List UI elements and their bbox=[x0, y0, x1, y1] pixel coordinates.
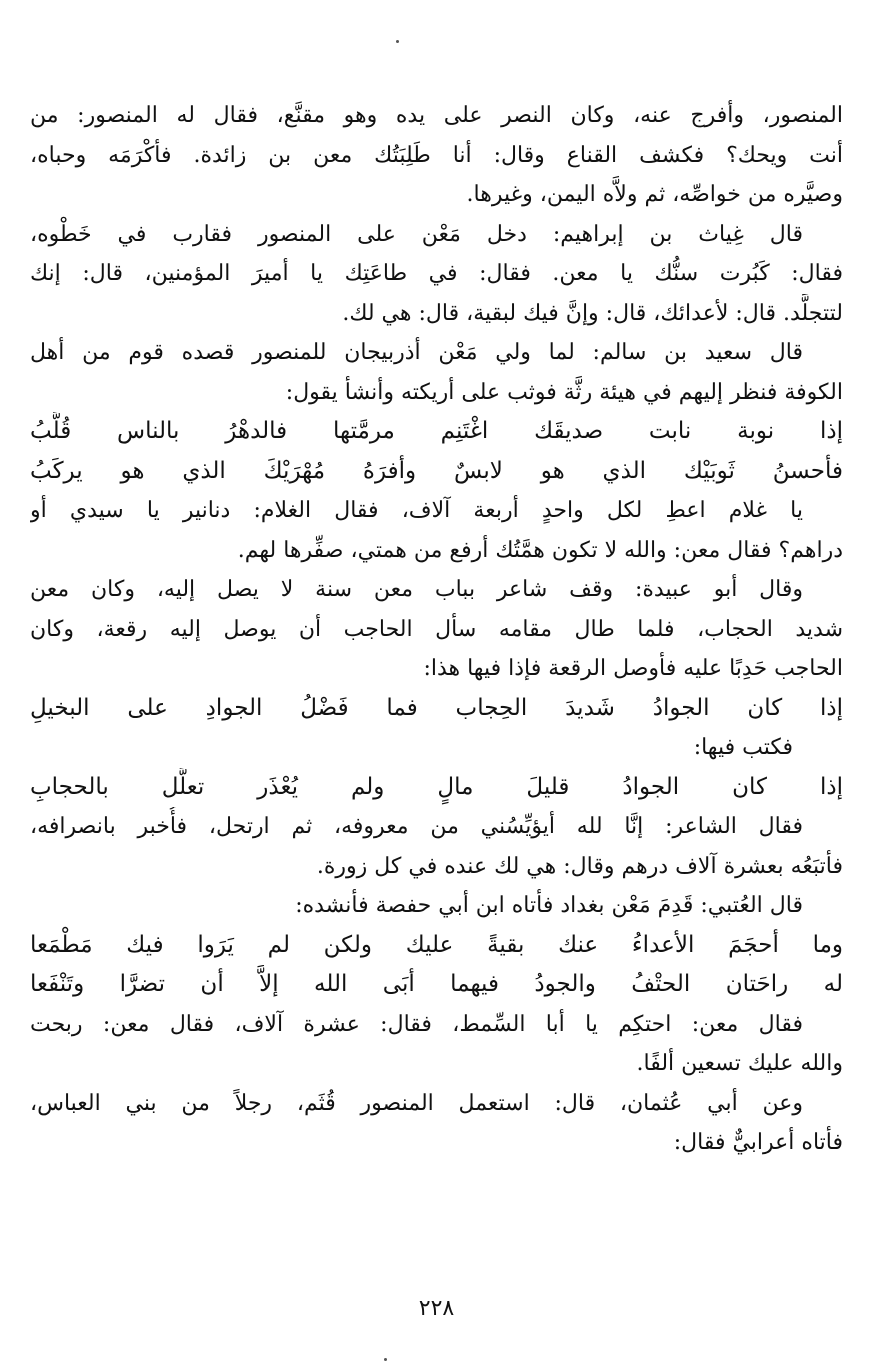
verse-line: إذا كان الجوادُ شَديدَ الحِجاب فما فَضْلُ الجوادِ على البخيلِ bbox=[30, 694, 843, 721]
body-text bbox=[30, 96, 843, 1163]
text-line: فقال الشاعر: إنَّا لله أيؤيِّسُني من معروفه، ثم ارتحل، فأُخبر بانصرافه، bbox=[30, 814, 803, 839]
text-line: الحاجب حَدِبًا عليه فأوصل الرقعة فإذا فيها هذا: bbox=[423, 656, 843, 681]
text-line: يا غلام اعطِ لكل واحدٍ أربعة آلاف، فقال الغلام: دنانير يا سيدي أو bbox=[30, 498, 803, 523]
page-number: ٢٢٨ bbox=[418, 1296, 455, 1321]
text-line: فأتاه أعرابيٌّ فقال: bbox=[673, 1130, 843, 1155]
text-line: قال سعيد بن سالم: لما ولي مَعْن أذربيجان للمنصور قصده قوم من أهل bbox=[30, 340, 803, 365]
text-line: الكوفة فنظر إليهم في هيئة رثَّة فوثب على أريكته وأنشأ يقول: bbox=[285, 379, 843, 405]
verse-line: له راحَتان الحتْفُ والجودُ فيهما أبَى الله إلاَّ أن تضرَّا وتَنْفَعا bbox=[30, 971, 843, 997]
text-line: قال غِياث بن إبراهيم: دخل مَعْن على المنصور فقارب في خَطْوه، bbox=[30, 221, 803, 247]
verse-line: إذا نوبة نابت صديقَك اغْتَنِم مرمَّتها فالدهْرُ بالناس قُلَّبُ bbox=[30, 418, 843, 444]
text-line: المنصور، وأفرج عنه، وكان النصر على يده وهو مقنَّع، فقال له المنصور: من bbox=[30, 103, 843, 128]
text-line: فأتبَعُه بعشرة آلاف درهم وقال: هي لك عنده في كل زورة. bbox=[316, 853, 843, 879]
scan-speck bbox=[396, 40, 399, 43]
verse-line: إذا كان الجوادُ قليلَ مالٍ ولم يُعْذَر تعلَّل بالحجابِ bbox=[30, 773, 843, 800]
text-line: لتتجلَّد. قال: لأعدائك، قال: وإنَّ فيك لبقية، قال: هي لك. bbox=[342, 300, 843, 326]
text-line: فقال: كَبُرت سنُّك يا معن. فقال: في طاعَتِك يا أميرَ المؤمنين، قال: إنك bbox=[30, 261, 843, 286]
text-line: دراهم؟ فقال معن: والله لا تكون همَّتُك أرفع من همتي، صفِّرها لهم. bbox=[237, 537, 843, 563]
verse-line: وما أحجَمَ الأعداءُ عنك بقيةً عليك ولكن لم يَرَوا فيك مَطْمَعا bbox=[30, 931, 843, 958]
text-line: وصيَّره من خواصِّه، ثم ولاَّه اليمن، وغيرها. bbox=[466, 182, 843, 207]
verse-line: فأحسنُ ثَوبَيْك الذي هو لابسٌ وأفرَهُ مُهْرَيْكَ الذي هو يركَبُ bbox=[30, 457, 843, 484]
text-line: وقال أبو عبيدة: وقف شاعر بباب معن سنة لا يصل إليه، وكان معن bbox=[30, 577, 803, 602]
text-line: أنت ويحك؟ فكشف القناع وقال: أنا طَلِبَتُك معن بن زائدة. فأكْرَمَه وحباه، bbox=[30, 142, 843, 168]
text-line: فقال معن: احتكِم يا أبا السِّمط، فقال: عشرة آلاف، فقال معن: ربحت bbox=[30, 1011, 803, 1037]
text-line: شديد الحجاب، فلما طال مقامه سأل الحاجب أن يوصل إليه رقعة، وكان bbox=[30, 616, 843, 642]
text-line: والله عليك تسعين ألفًا. bbox=[636, 1051, 843, 1076]
text-line: وعن أبي عُثمان، قال: استعمل المنصور قُثَم، رجلاً من بني العباس، bbox=[30, 1090, 803, 1116]
text-line: قال العُتبي: قَدِمَ مَعْن بغداد فأتاه ابن أبي حفصة فأنشده: bbox=[295, 893, 803, 918]
scan-speck bbox=[384, 1358, 387, 1361]
text-line: فكتب فيها: bbox=[693, 735, 793, 760]
